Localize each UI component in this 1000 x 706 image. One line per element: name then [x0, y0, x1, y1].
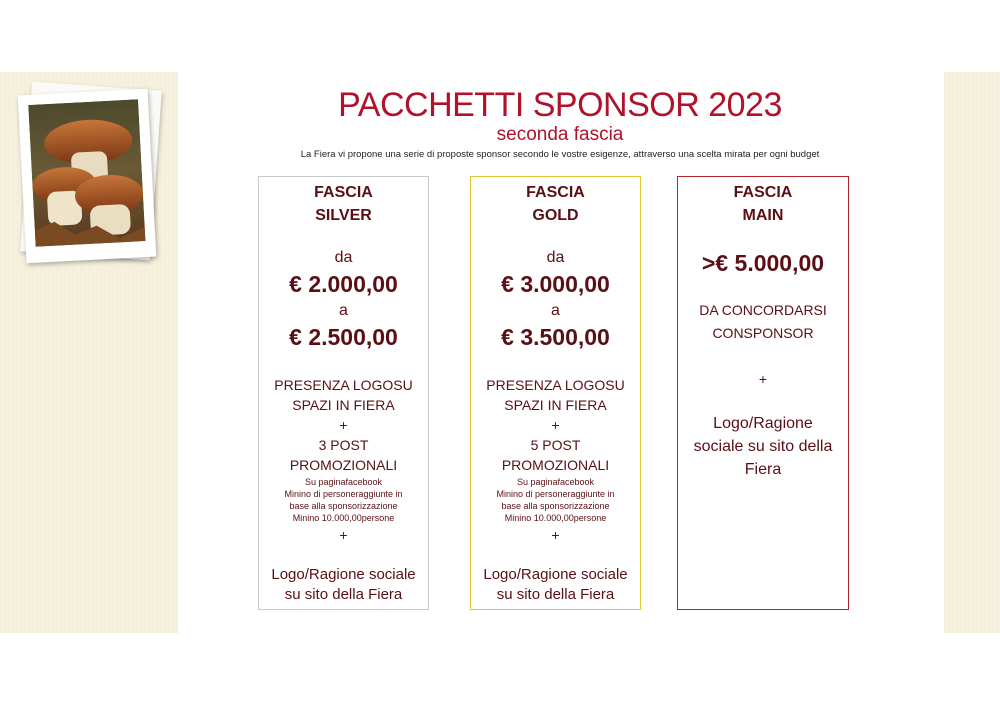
logo-line2: sociale su sito della	[693, 438, 833, 455]
price: >€ 5.000,00	[701, 250, 825, 276]
detail-line2: Minino di personeraggiunte in	[496, 489, 615, 499]
detail-line3: base alla sponsorizzazione	[501, 501, 610, 511]
logo-line3: Fiera	[744, 461, 782, 478]
paper-texture-right	[944, 72, 1000, 633]
detail-line4: Minino 10.000,00persone	[504, 513, 607, 523]
detail-line2: Minino di personeraggiunte in	[284, 489, 403, 499]
from-word: da	[546, 249, 565, 266]
detail-line1: Su paginafacebook	[516, 477, 595, 487]
to-word: a	[339, 302, 348, 319]
price-from: € 2.000,00	[289, 271, 398, 297]
tier-label-line1: FASCIA	[733, 184, 793, 201]
plus-sign-2: +	[551, 527, 560, 543]
plus-sign: +	[551, 417, 560, 433]
tier-label-line2: SILVER	[315, 207, 372, 224]
agree-line1: DA CONCORDARSI	[699, 302, 827, 318]
page-subtitle: seconda fascia	[496, 124, 624, 145]
from-word: da	[334, 249, 353, 266]
price-to: € 3.500,00	[501, 324, 610, 350]
feature-line1: PRESENZA LOGOSU	[274, 377, 413, 393]
posts-line1: 3 POST	[318, 437, 369, 453]
posts-line2: PROMOZIONALI	[289, 457, 398, 473]
posts-line2: PROMOZIONALI	[501, 457, 610, 473]
mushroom-icon	[28, 99, 145, 247]
feature-line2: SPAZI IN FIERA	[504, 397, 607, 413]
feature-line1: PRESENZA LOGOSU	[486, 377, 625, 393]
detail-line3: base alla sponsorizzazione	[289, 501, 398, 511]
logo-line1: Logo/Ragione	[713, 415, 813, 432]
tier-label-line2: MAIN	[742, 207, 784, 224]
price-from: € 3.000,00	[501, 271, 610, 297]
to-word: a	[551, 302, 560, 319]
agree-line2: CONSPONSOR	[712, 325, 814, 341]
intro-text: La Fiera vi propone una serie di proposte sponsor secondo le vostre esigenze, attraverso una scelta mirata per ogni budget	[300, 149, 820, 160]
logo-line2: su sito della Fiera	[284, 586, 403, 603]
tier-card-main	[677, 176, 849, 610]
tier-card-silver	[258, 176, 429, 610]
plus-sign: +	[758, 371, 768, 387]
logo-line2: su sito della Fiera	[496, 586, 615, 603]
logo-line1: Logo/Ragione sociale	[271, 566, 416, 583]
plus-sign: +	[339, 417, 348, 433]
tier-label-line1: FASCIA	[526, 184, 585, 201]
posts-line1: 5 POST	[530, 437, 581, 453]
detail-line4: Minino 10.000,00persone	[292, 513, 395, 523]
feature-line2: SPAZI IN FIERA	[292, 397, 395, 413]
tier-label-line1: FASCIA	[314, 184, 373, 201]
tier-card-gold	[470, 176, 641, 610]
plus-sign-2: +	[339, 527, 348, 543]
tier-label-line2: GOLD	[532, 207, 579, 224]
price-to: € 2.500,00	[289, 324, 398, 350]
logo-line1: Logo/Ragione sociale	[483, 566, 628, 583]
detail-line1: Su paginafacebook	[304, 477, 383, 487]
page-title: PACCHETTI SPONSOR 2023	[338, 86, 782, 124]
mushroom-photo	[18, 89, 157, 264]
